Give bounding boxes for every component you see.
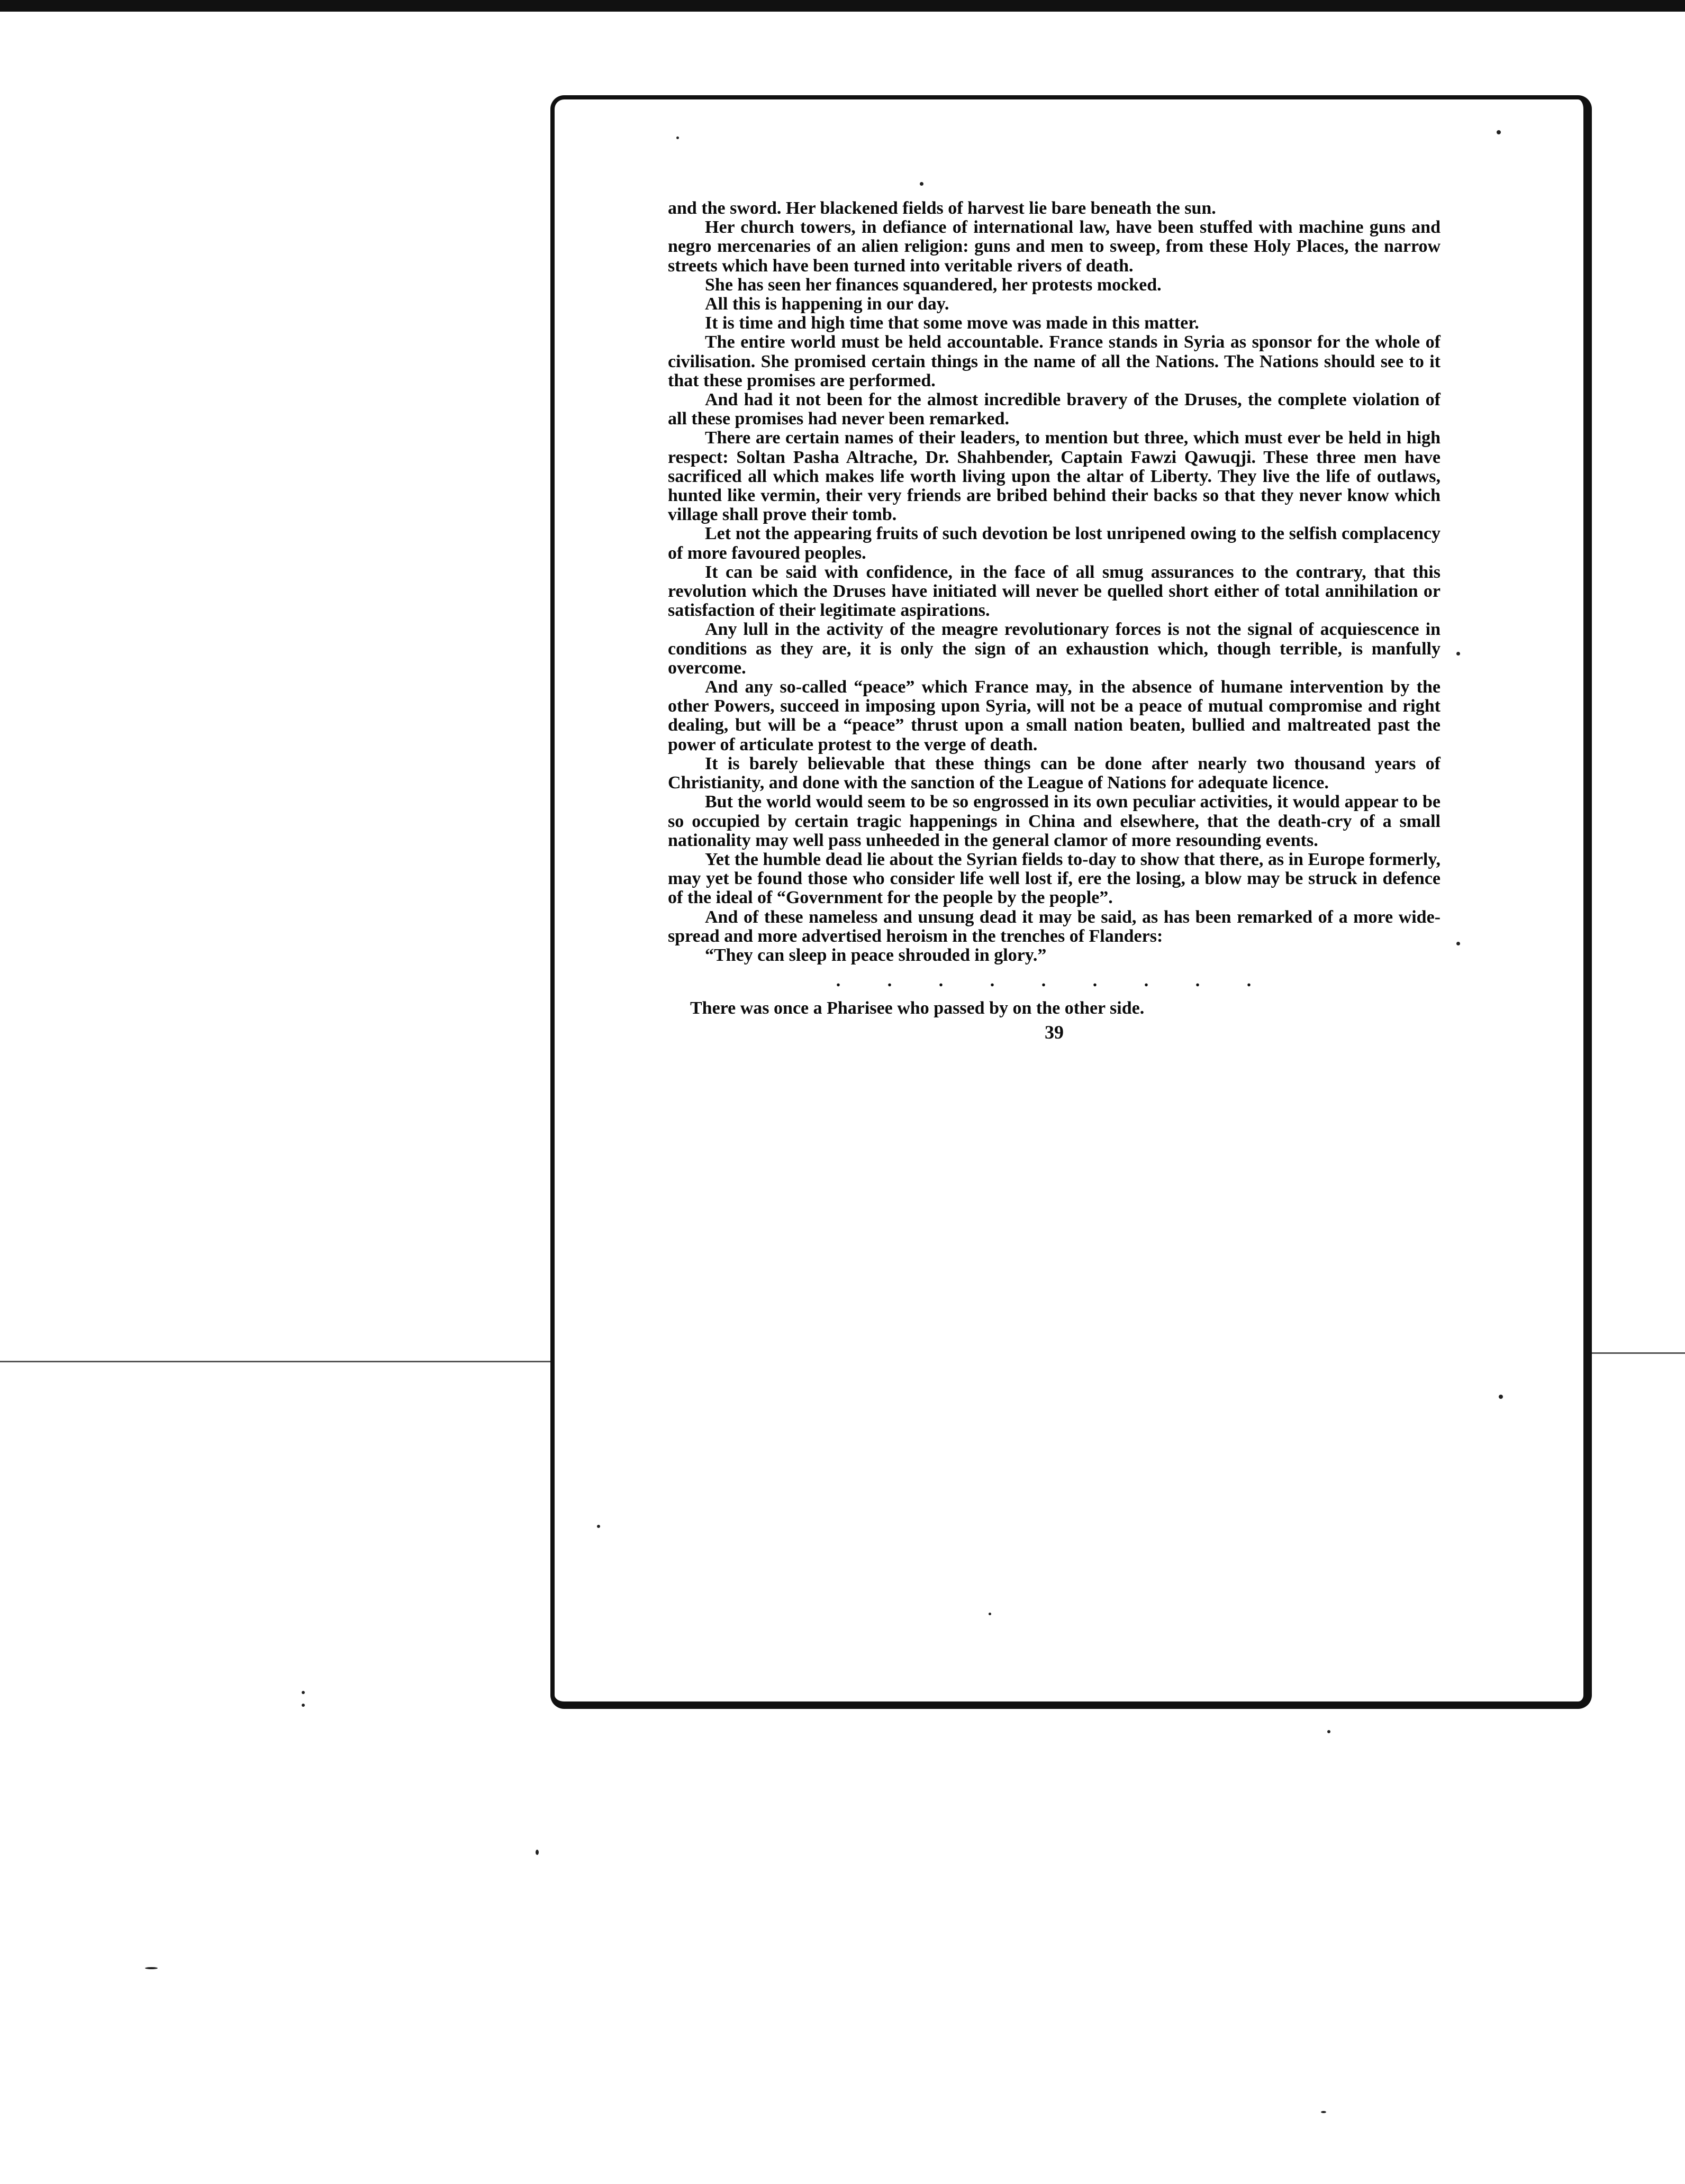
page-body <box>668 199 1441 1042</box>
page-number: 39 <box>1045 1021 1064 1043</box>
scan-speck <box>989 1613 991 1615</box>
scan-speck <box>1497 130 1501 134</box>
scan-speck <box>597 1525 600 1528</box>
paragraph: And had it not been for the almost incredible bravery of the Druses, the complete violation of all these promises had never been remarked. <box>668 390 1441 429</box>
scan-speck <box>1456 942 1460 945</box>
paragraph: and the sword. Her blackened fields of harvest lie bare beneath the sun. <box>668 198 1216 218</box>
scan-speck <box>1321 2111 1326 2113</box>
paragraph: The entire world must be held accountable. France stands in Syria as sponsor for the whole of civilisation. She promised certain things in the name of all the Nations. The Nations should see to it that these promises are performed. <box>668 332 1441 390</box>
fold-line-left <box>0 1361 550 1362</box>
paragraph: It is barely believable that these things can be done after nearly two thousand years of Christianity, and done with the sanction of the League of Nations for adequate licence. <box>668 753 1441 793</box>
paragraph: Let not the appearing fruits of such devotion be lost unripened owing to the selfish complacency of more favoured peoples. <box>668 524 1441 563</box>
scan-speck <box>536 1850 539 1855</box>
scan-speck <box>1456 652 1460 656</box>
paragraph: She has seen her finances squandered, her protests mocked. <box>705 275 1162 295</box>
scan-speck <box>1499 1395 1503 1399</box>
section-ellipsis: . . . . . . . . . <box>836 971 1273 991</box>
paragraph: It is time and high time that some move was made in this matter. <box>705 313 1199 333</box>
scan-speck <box>302 1704 305 1707</box>
scan-speck <box>145 1967 158 1969</box>
closing-line: There was once a Pharisee who passed by on the other side. <box>690 998 1145 1018</box>
paragraph: There are certain names of their leaders, to mention but three, which must ever be held in high respect: Soltan Pasha Altrache, Dr. Shahbender, Captain Fawzi Qawuqji. These three men have sacrificed all which makes life worth living upon the altar of Liberty. They live the life of outlaws, hunted like vermin, their very friends are bribed behind their backs so that they never know which village shall prove their tomb. <box>668 428 1441 525</box>
paragraph: And of these nameless and unsung dead it may be said, as has been remarked of a more wide-spread and more advertised heroism in the trenches of Flanders: <box>668 907 1441 946</box>
paragraph: And any so-called “peace” which France may, in the absence of humane intervention by the other Powers, succeed in imposing upon Syria, will not be a peace of mutual compromise and right dealing, but will be a “peace” thrust upon a small nation beaten, bullied and maltreated past the power of articulate protest to the verge of death. <box>668 677 1441 754</box>
paragraph: Yet the humble dead lie about the Syrian fields to-day to show that there, as in Europe formerly, may yet be found those who consider life well lost if, ere the losing, a blow may be struck in defence of the ideal of “Government for the people by the people”. <box>668 849 1441 908</box>
quotation: “They can sleep in peace shrouded in glory.” <box>705 945 1047 965</box>
scan-speck <box>920 182 923 186</box>
scan-speck <box>1327 1730 1330 1733</box>
scan-speck <box>302 1691 305 1694</box>
scan-speck <box>676 136 679 139</box>
paragraph: But the world would seem to be so engrossed in its own peculiar activities, it would appear to be so occupied by certain tragic happenings in China and elsewhere, that the death-cry of a small nationality may well pass unheeded in the general clamor of more resounding events. <box>668 792 1441 850</box>
paragraph: Any lull in the activity of the meagre revolutionary forces is not the signal of acquiescence in conditions as they are, it is only the sign of an exhaustion which, though terrible, is manfully overcome. <box>668 620 1441 678</box>
paragraph: Her church towers, in defiance of international law, have been stuffed with machine guns and negro mercenaries of an alien religion: guns and men to sweep, from these Holy Places, the narrow streets which have been turned into veritable rivers of death. <box>668 217 1441 276</box>
fold-line-right <box>1577 1352 1685 1354</box>
scan-top-border <box>0 0 1685 12</box>
paragraph: It can be said with confidence, in the face of all smug assurances to the contrary, that this revolution which the Druses have initiated will never be quelled short either of total annihilation or satisfaction of their legitimate aspirations. <box>668 562 1441 621</box>
paragraph: All this is happening in our day. <box>705 294 949 314</box>
